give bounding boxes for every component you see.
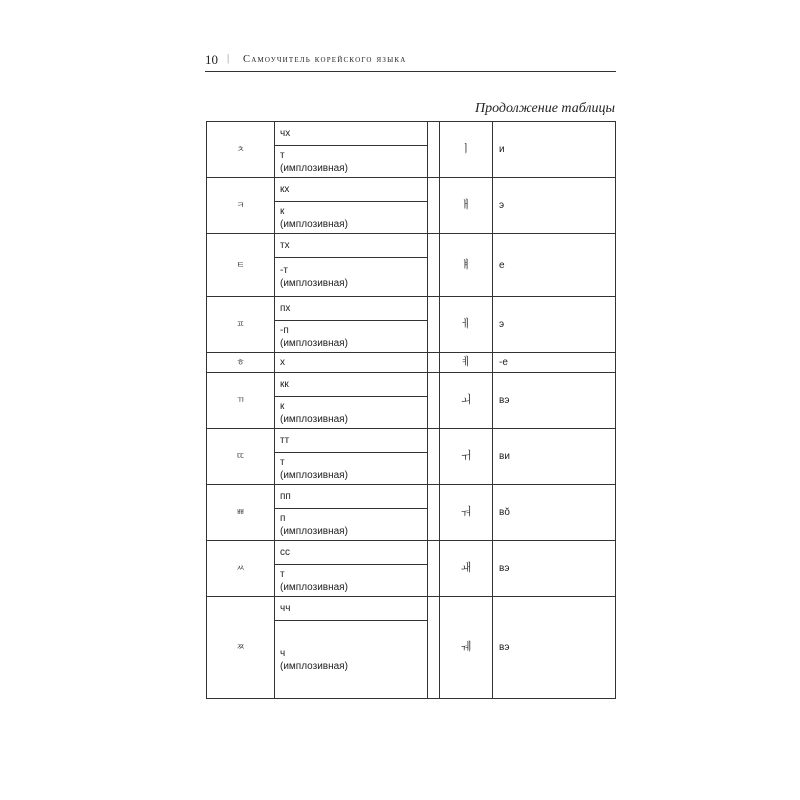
consonant-cell: ㅆ: [207, 541, 275, 597]
reading-cell: пх: [275, 297, 428, 321]
vowel-reading-cell: вŏ: [493, 485, 616, 541]
consonant-cell: ㅃ: [207, 485, 275, 541]
vowel-reading-cell: ви: [493, 429, 616, 485]
vowel-reading-cell: вэ: [493, 541, 616, 597]
spacer-cell: [428, 353, 440, 373]
table-row: [207, 297, 616, 321]
vowel-cell: ㅖ: [440, 353, 493, 373]
consonant-cell: ㅍ: [207, 297, 275, 353]
spacer-cell: [428, 541, 440, 597]
vowel-cell: ㅔ: [440, 297, 493, 353]
spacer-cell: [428, 234, 440, 297]
vowel-cell: ㅟ: [440, 429, 493, 485]
consonant-cell: ㅉ: [207, 597, 275, 699]
vowel-cell: ㅙ: [440, 541, 493, 597]
table-continuation-caption: Продолжение таблицы: [474, 101, 615, 116]
spacer-cell: [428, 178, 440, 234]
consonant-cell: ㄲ: [207, 373, 275, 429]
reading-cell: сс: [275, 541, 428, 565]
table-row: [207, 597, 616, 621]
reading-cell: ч (имплозивная): [275, 621, 428, 699]
consonant-cell: ㅋ: [207, 178, 275, 234]
spacer-cell: [428, 122, 440, 178]
reading-cell: чч: [275, 597, 428, 621]
vowel-cell: ㅐ: [440, 178, 493, 234]
vowel-cell: ㅝ: [440, 485, 493, 541]
reading-cell: т (имплозивная): [275, 453, 428, 485]
page-header: [205, 52, 615, 72]
reading-cell: кк: [275, 373, 428, 397]
page-number: 10: [205, 52, 218, 67]
table-row: [207, 541, 616, 565]
reading-cell: п (имплозивная): [275, 509, 428, 541]
table-row: [207, 485, 616, 509]
table-row: [207, 429, 616, 453]
running-title: Самоучитель корейского языка: [243, 54, 407, 65]
vowel-reading-cell: и: [493, 122, 616, 178]
consonant-cell: ㅊ: [207, 122, 275, 178]
spacer-cell: [428, 485, 440, 541]
table-row: [207, 373, 616, 397]
vowel-reading-cell: э: [493, 178, 616, 234]
table-row: [207, 122, 616, 146]
vowel-reading-cell: э: [493, 297, 616, 353]
reading-cell: -т (имплозивная): [275, 258, 428, 297]
reading-cell: к (имплозивная): [275, 397, 428, 429]
reading-cell: пп: [275, 485, 428, 509]
reading-cell: т (имплозивная): [275, 565, 428, 597]
consonant-cell: ㅌ: [207, 234, 275, 297]
table-row: [207, 178, 616, 202]
spacer-cell: [428, 429, 440, 485]
vowel-cell: ㅒ: [440, 234, 493, 297]
vowel-cell: ㅞ: [440, 597, 493, 699]
vowel-reading-cell: е: [493, 234, 616, 297]
table-row: [207, 234, 616, 258]
spacer-cell: [428, 597, 440, 699]
reading-cell: чх: [275, 122, 428, 146]
table-row: [207, 353, 616, 373]
reading-cell: тт: [275, 429, 428, 453]
consonant-cell: ㅎ: [207, 353, 275, 373]
reading-cell: -п (имплозивная): [275, 321, 428, 353]
reading-cell: к (имплозивная): [275, 202, 428, 234]
reading-cell: тх: [275, 234, 428, 258]
vowel-reading-cell: вэ: [493, 373, 616, 429]
header-separator: |: [227, 52, 230, 64]
reading-cell: т (имплозивная): [275, 146, 428, 178]
reading-cell: кх: [275, 178, 428, 202]
vowel-reading-cell: -е: [493, 353, 616, 373]
alphabet-table: [206, 121, 616, 699]
consonant-cell: ㄸ: [207, 429, 275, 485]
reading-cell: х: [275, 353, 428, 373]
vowel-cell: ㅣ: [440, 122, 493, 178]
vowel-cell: ㅚ: [440, 373, 493, 429]
header-rule: [205, 71, 616, 72]
spacer-cell: [428, 297, 440, 353]
spacer-cell: [428, 373, 440, 429]
vowel-reading-cell: вэ: [493, 597, 616, 699]
